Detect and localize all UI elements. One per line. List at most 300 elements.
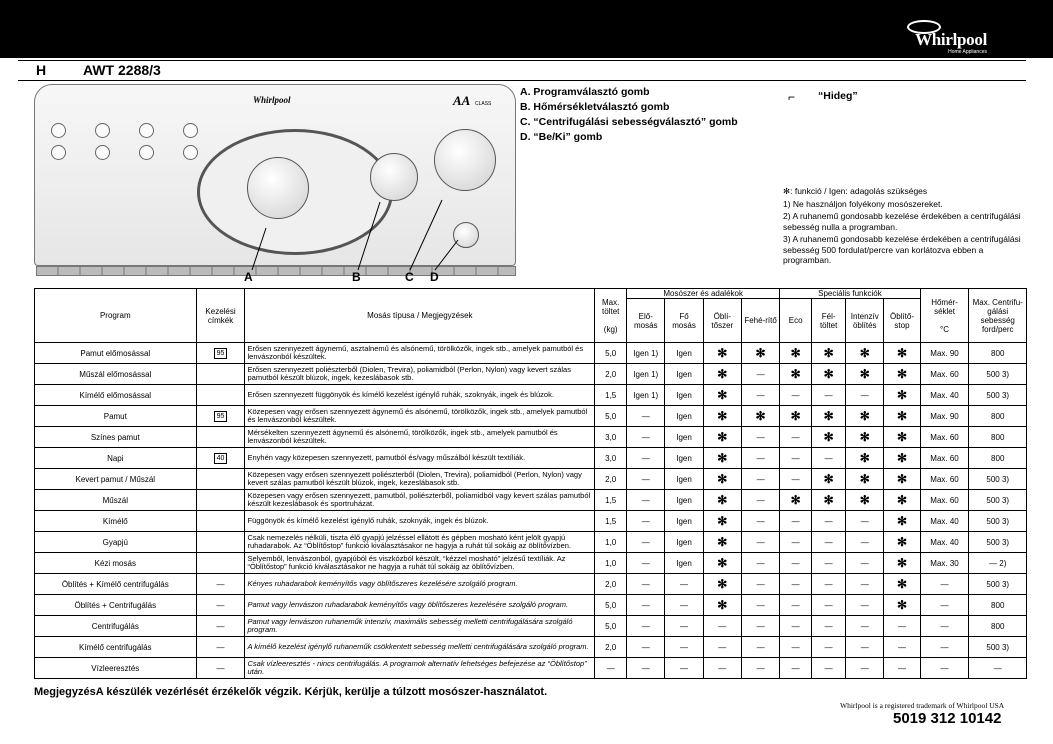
header-temp-text: Hőmér-séklet — [931, 297, 958, 316]
cell-desc-text: Pamut vagy lenvászon ruhaneműk intenzív, maximális sebesség melletti centrifugálására szolgáló program. — [247, 616, 573, 634]
cell-bleach-text: ✻ — [755, 409, 766, 423]
cell-load-text: 1,5 — [605, 495, 617, 505]
cell-temp — [920, 385, 969, 406]
cell-stop-text: ✻ — [896, 367, 908, 381]
cell-bleach — [741, 553, 779, 574]
cell-soft — [703, 385, 741, 406]
cell-spin — [969, 658, 1027, 679]
cell-stop — [884, 448, 920, 469]
cell-soft — [703, 406, 741, 427]
brand-name: Whirlpool — [915, 30, 987, 49]
cell-program — [35, 469, 197, 490]
cell-soft — [703, 490, 741, 511]
cell-half — [812, 658, 846, 679]
cell-stop-text: ✻ — [896, 556, 908, 570]
cell-pre-text: Igen 1) — [633, 348, 659, 358]
cell-half-text: — — [824, 390, 833, 400]
cell-care — [196, 532, 245, 553]
cell-pre — [627, 553, 665, 574]
cell-program — [35, 616, 197, 637]
cell-half — [812, 574, 846, 595]
cell-eco — [780, 616, 812, 637]
cell-half — [812, 637, 846, 658]
cell-int-text: ✻ — [859, 430, 870, 444]
cell-main-text: Igen — [676, 348, 692, 358]
note-item: 1) Ne használjon folyékony mosószereket. — [783, 198, 943, 209]
legend-item: B. Hőmérsékletválasztó gomb — [520, 101, 670, 113]
table-row — [35, 406, 1027, 427]
cell-load-text: 3,0 — [605, 453, 617, 463]
cell-program — [35, 385, 197, 406]
cell-eco — [780, 532, 812, 553]
cell-temp — [920, 406, 969, 427]
cell-desc-text: Közepesen vagy erősen szennyezett poliészterből (Diolen, Trevira), poliamidból (Perlon, Nylon) vagy kevert szálas pamutból készült blúzok, ingek, kezeslábasok stb. — [247, 469, 582, 487]
cell-care — [196, 616, 245, 637]
cell-stop — [884, 574, 920, 595]
cell-eco — [780, 658, 812, 679]
cell-pre-text: — — [641, 537, 650, 547]
cell-main-text: Igen — [676, 558, 692, 568]
cell-int — [846, 448, 884, 469]
cell-soft — [703, 532, 741, 553]
cell-load — [595, 427, 627, 448]
pointer-label-b: B — [352, 270, 361, 284]
cell-half — [812, 595, 846, 616]
table-row — [35, 343, 1027, 364]
cell-pre-text: — — [641, 621, 650, 631]
table-row — [35, 511, 1027, 532]
option-button — [139, 145, 154, 160]
cell-load — [595, 532, 627, 553]
cell-stop — [884, 595, 920, 616]
cell-pre-text: — — [641, 642, 650, 652]
header-prewash: Elő-mosás — [627, 299, 665, 343]
header-spin: Max. Centrifu-gálási sebesség ford/perc — [969, 289, 1027, 343]
cell-eco-text: — — [791, 663, 800, 673]
pointer-label-d: D — [430, 270, 439, 284]
cell-care — [196, 658, 245, 679]
cell-program-text: Centrifugálás — [91, 621, 139, 631]
cell-care-text: — — [216, 579, 225, 589]
cell-half — [812, 385, 846, 406]
cell-main — [665, 364, 703, 385]
cell-bleach — [741, 364, 779, 385]
cell-care — [196, 595, 245, 616]
cell-pre-text: — — [641, 411, 650, 421]
header-rinse-hold: Öblítő-stop — [884, 299, 920, 343]
cell-pre-text: — — [641, 600, 650, 610]
cell-eco-text: — — [791, 453, 800, 463]
cell-stop — [884, 616, 920, 637]
cell-half-text: — — [824, 663, 833, 673]
cell-pre — [627, 448, 665, 469]
cell-bleach — [741, 343, 779, 364]
cell-temp-text: Max. 90 — [930, 348, 959, 358]
cell-int-text: — — [860, 663, 869, 673]
cell-load — [595, 364, 627, 385]
cell-program-text: Gyapjú — [102, 537, 128, 547]
header-care: Kezelési címkék — [196, 289, 245, 343]
cell-desc-text: Enyhén vagy közepesen szennyezett, pamutból és/vagy műszálból készült textíliák. — [247, 452, 526, 462]
cell-main — [665, 637, 703, 658]
cell-program-text: Pamut — [103, 411, 127, 421]
cell-spin-text: 800 — [991, 411, 1005, 421]
cell-load — [595, 637, 627, 658]
cell-care-text: — — [216, 663, 225, 673]
cell-desc — [245, 616, 595, 637]
cell-temp — [920, 658, 969, 679]
cell-bleach — [741, 532, 779, 553]
cell-care-text: 95 — [214, 348, 228, 359]
cell-desc — [245, 469, 595, 490]
table-row — [35, 616, 1027, 637]
cell-load — [595, 469, 627, 490]
cell-temp — [920, 574, 969, 595]
cell-stop — [884, 553, 920, 574]
cell-soft — [703, 658, 741, 679]
cell-main — [665, 448, 703, 469]
cell-spin-text: 800 — [991, 453, 1005, 463]
cell-program — [35, 364, 197, 385]
cell-bleach-text: — — [756, 516, 765, 526]
cell-main — [665, 385, 703, 406]
option-button — [183, 123, 198, 138]
cell-desc — [245, 637, 595, 658]
cell-eco-text: — — [791, 579, 800, 589]
cell-spin-text: 800 — [991, 600, 1005, 610]
cell-load-text: — — [606, 663, 615, 673]
cell-desc-text: Csak vízleeresztés - nincs centrifugálás. A programok alternatív lehetséges befejezése az “Öblítőstop” után. — [247, 658, 587, 676]
cell-int — [846, 343, 884, 364]
cell-pre-text: — — [641, 663, 650, 673]
header-half: Fél-töltet — [812, 299, 846, 343]
cell-int — [846, 595, 884, 616]
cell-spin-text: 500 3) — [986, 495, 1010, 505]
cell-main-text: — — [680, 579, 689, 589]
cell-eco — [780, 595, 812, 616]
cell-stop — [884, 406, 920, 427]
cell-bleach-text: — — [756, 474, 765, 484]
cold-label: “Hideg” — [818, 90, 858, 102]
program-table — [34, 288, 1027, 679]
model-code: H — [36, 62, 47, 78]
cell-care — [196, 574, 245, 595]
cell-half-text: ✻ — [823, 346, 834, 360]
cell-main-text: Igen — [676, 411, 692, 421]
cell-care — [196, 364, 245, 385]
cell-spin-text: 800 — [991, 348, 1005, 358]
legend-item: C. “Centrifugálási sebességválasztó” gomb — [520, 116, 738, 128]
cell-bleach — [741, 469, 779, 490]
cell-half — [812, 553, 846, 574]
cell-pre-text: — — [641, 453, 650, 463]
cell-bleach — [741, 385, 779, 406]
cell-load-text: 1,5 — [605, 390, 617, 400]
header-desc: Mosás típusa / Megjegyzések — [245, 289, 595, 343]
cell-main — [665, 532, 703, 553]
table-row — [35, 637, 1027, 658]
cell-soft — [703, 364, 741, 385]
cell-pre-text: Igen 1) — [633, 390, 659, 400]
cell-care — [196, 448, 245, 469]
energy-class-word: CLASS — [475, 101, 492, 107]
cell-load-text: 1,0 — [605, 558, 617, 568]
cell-soft — [703, 511, 741, 532]
cell-half — [812, 406, 846, 427]
cell-temp — [920, 490, 969, 511]
cell-main-text: Igen — [676, 537, 692, 547]
cell-desc-text: A kímélő kezelést igénylő ruhaneműk csökkentett sebesség melletti centrifugálására szolgáló program. — [247, 641, 589, 651]
cell-desc-text: Csak nemezelés nélküli, tiszta élő gyapjú jelzéssel ellátott és gépben mosható ként jelölt gyapjú ruhadarabok. Az “Öblítőstop” funkció kiválasztásakor ne hagyja a ruhát túl sokáig az öblítővízben. — [247, 532, 571, 550]
cell-stop — [884, 427, 920, 448]
cell-main — [665, 406, 703, 427]
cell-temp-text: Max. 60 — [930, 474, 959, 484]
cell-eco-text: — — [791, 621, 800, 631]
cell-half — [812, 532, 846, 553]
cell-program-text: Műszál — [102, 495, 128, 505]
cell-eco — [780, 406, 812, 427]
cell-half-text: — — [824, 558, 833, 568]
header-bleach: Fehé-rítő — [741, 299, 779, 343]
cell-soft-text: ✻ — [717, 577, 728, 591]
cell-program — [35, 574, 197, 595]
cell-pre — [627, 658, 665, 679]
cell-eco-text: ✻ — [790, 409, 801, 423]
cell-bleach-text: — — [756, 495, 765, 505]
cell-pre-text: — — [641, 495, 650, 505]
cell-desc — [245, 343, 595, 364]
cell-desc — [245, 490, 595, 511]
cell-desc — [245, 658, 595, 679]
cell-int-text: — — [860, 642, 869, 652]
cell-stop — [884, 469, 920, 490]
cell-temp — [920, 595, 969, 616]
cell-eco-text: ✻ — [790, 493, 801, 507]
cell-int-text: — — [860, 537, 869, 547]
cell-pre — [627, 637, 665, 658]
cell-soft-text: ✻ — [717, 451, 728, 465]
cell-bleach-text: — — [756, 390, 765, 400]
cell-soft-text: ✻ — [717, 535, 728, 549]
cell-int — [846, 385, 884, 406]
cell-int-text: ✻ — [859, 472, 870, 486]
cell-spin-text: 500 3) — [986, 537, 1010, 547]
cell-main — [665, 343, 703, 364]
cell-bleach-text: — — [756, 642, 765, 652]
cell-int — [846, 532, 884, 553]
cell-int — [846, 574, 884, 595]
cell-spin-text: 500 3) — [986, 369, 1010, 379]
cell-temp-text: Max. 90 — [930, 411, 959, 421]
cell-main — [665, 574, 703, 595]
trademark-text: Whirlpool is a registered trademark of Whirlpool USA — [840, 701, 1005, 710]
cell-spin-text: 500 3) — [986, 579, 1010, 589]
cell-temp-text: Max. 60 — [930, 369, 959, 379]
model-name: AWT 2288/3 — [83, 62, 161, 78]
cell-desc — [245, 448, 595, 469]
tap-icon: ⌐ — [788, 90, 796, 104]
cell-bleach — [741, 616, 779, 637]
cell-pre — [627, 469, 665, 490]
cell-program-text: Öblítés + Kímélő centrifugálás — [61, 579, 169, 589]
cell-bleach-text: — — [756, 432, 765, 442]
cell-eco-text: — — [791, 537, 800, 547]
cell-main-text: Igen — [676, 516, 692, 526]
cell-int-text: — — [860, 558, 869, 568]
cell-main — [665, 658, 703, 679]
cell-program-text: Kevert pamut / Műszál — [75, 474, 156, 484]
cell-bleach — [741, 511, 779, 532]
cell-pre-text: — — [641, 579, 650, 589]
cell-pre — [627, 385, 665, 406]
cell-main-text: Igen — [676, 474, 692, 484]
cell-stop — [884, 658, 920, 679]
model-bar — [18, 60, 1026, 81]
cell-temp — [920, 616, 969, 637]
cell-eco — [780, 343, 812, 364]
cell-spin — [969, 637, 1027, 658]
cell-program-text: Kímélő centrifugálás — [79, 642, 152, 652]
cell-desc — [245, 553, 595, 574]
cell-program — [35, 427, 197, 448]
cell-desc — [245, 595, 595, 616]
pointer-label-c: C — [405, 270, 414, 284]
cell-eco — [780, 469, 812, 490]
header-program: Program — [35, 289, 197, 343]
cell-spin — [969, 553, 1027, 574]
cell-eco-text: ✻ — [790, 346, 801, 360]
cell-pre — [627, 364, 665, 385]
cell-load-text: 2,0 — [605, 474, 617, 484]
option-button — [183, 145, 198, 160]
cell-stop — [884, 637, 920, 658]
cell-program — [35, 406, 197, 427]
pointer-lines — [230, 180, 490, 275]
cell-load — [595, 595, 627, 616]
cell-temp — [920, 511, 969, 532]
cell-int-text: — — [860, 516, 869, 526]
cell-desc — [245, 427, 595, 448]
cell-desc — [245, 511, 595, 532]
cell-soft-text: ✻ — [717, 346, 728, 360]
cell-eco-text: — — [791, 390, 800, 400]
cell-eco — [780, 364, 812, 385]
cell-temp-text: Max. 30 — [930, 558, 959, 568]
cell-program — [35, 595, 197, 616]
cell-program-text: Kímélő előmosással — [79, 390, 152, 400]
cell-load-text: 5,0 — [605, 411, 617, 421]
header-eco: Eco — [780, 299, 812, 343]
cell-bleach — [741, 490, 779, 511]
cell-temp — [920, 469, 969, 490]
cell-care — [196, 343, 245, 364]
cell-program-text: Pamut előmosással — [80, 348, 151, 358]
cell-pre-text: — — [641, 474, 650, 484]
cell-main — [665, 427, 703, 448]
cell-spin — [969, 427, 1027, 448]
cell-load-text: 3,0 — [605, 432, 617, 442]
cell-int-text: — — [860, 600, 869, 610]
legend-item: A. Programválasztó gomb — [520, 86, 650, 98]
cell-temp — [920, 448, 969, 469]
cell-eco-text: — — [791, 642, 800, 652]
cell-main-text: Igen — [676, 495, 692, 505]
cell-load-text: 5,0 — [605, 621, 617, 631]
cell-soft — [703, 427, 741, 448]
note-item: 2) A ruhanemű gondosabb kezelése érdekében a centrifugálási sebesség nulla a programban. — [783, 211, 1021, 232]
cell-temp-text: — — [940, 621, 949, 631]
cell-load-text: 2,0 — [605, 642, 617, 652]
cell-main-text: Igen — [676, 432, 692, 442]
cell-load — [595, 511, 627, 532]
legend-item: D. “Be/Ki” gomb — [520, 131, 603, 143]
cell-int-text: — — [860, 390, 869, 400]
cell-care-text: 95 — [214, 411, 228, 422]
cell-stop-text: ✻ — [896, 535, 908, 549]
cell-spin-text: 500 3) — [986, 516, 1010, 526]
cell-load — [595, 448, 627, 469]
cell-stop-text: ✻ — [896, 451, 908, 465]
cell-half-text: — — [824, 642, 833, 652]
cell-main — [665, 490, 703, 511]
cell-program-text: Kímélő — [102, 516, 128, 526]
cell-int — [846, 511, 884, 532]
cell-half — [812, 364, 846, 385]
cell-int — [846, 553, 884, 574]
cell-bleach — [741, 574, 779, 595]
cell-soft-text: ✻ — [717, 430, 728, 444]
cell-int — [846, 406, 884, 427]
cell-program-text: Vízleeresztés — [91, 663, 140, 673]
cell-care — [196, 553, 245, 574]
cell-main — [665, 469, 703, 490]
cell-soft-text: — — [718, 663, 727, 673]
cell-bleach-text: — — [756, 453, 765, 463]
cell-stop-text: ✻ — [896, 577, 908, 591]
cell-temp-text: — — [940, 642, 949, 652]
cell-temp — [920, 364, 969, 385]
cell-spin — [969, 574, 1027, 595]
cell-care-text: — — [216, 600, 225, 610]
cell-half-text: — — [824, 516, 833, 526]
header-load — [595, 289, 627, 343]
cell-load — [595, 553, 627, 574]
cell-half-text: ✻ — [823, 472, 834, 486]
cell-eco — [780, 553, 812, 574]
cell-stop-text: ✻ — [896, 388, 908, 402]
cell-bleach-text: — — [756, 537, 765, 547]
cell-program-text: Színes pamut — [90, 432, 140, 442]
cell-load — [595, 490, 627, 511]
cell-temp-text: Max. 60 — [930, 453, 959, 463]
cell-half-text: — — [824, 579, 833, 589]
cell-program-text: Napi — [107, 453, 124, 463]
cell-soft — [703, 595, 741, 616]
cell-spin-text: — — [993, 663, 1002, 673]
cell-program-text: Kézi mosás — [94, 558, 136, 568]
cell-temp-text: Max. 40 — [930, 516, 959, 526]
cell-eco-text: ✻ — [790, 367, 801, 381]
cell-load-text: 2,0 — [605, 369, 617, 379]
cell-spin — [969, 343, 1027, 364]
cell-temp — [920, 343, 969, 364]
energy-class-badge: AA — [453, 93, 471, 108]
table-row — [35, 532, 1027, 553]
brand-tagline: Home Appliances — [948, 49, 987, 55]
cell-int — [846, 469, 884, 490]
cell-pre-text: Igen 1) — [633, 369, 659, 379]
cell-spin — [969, 595, 1027, 616]
